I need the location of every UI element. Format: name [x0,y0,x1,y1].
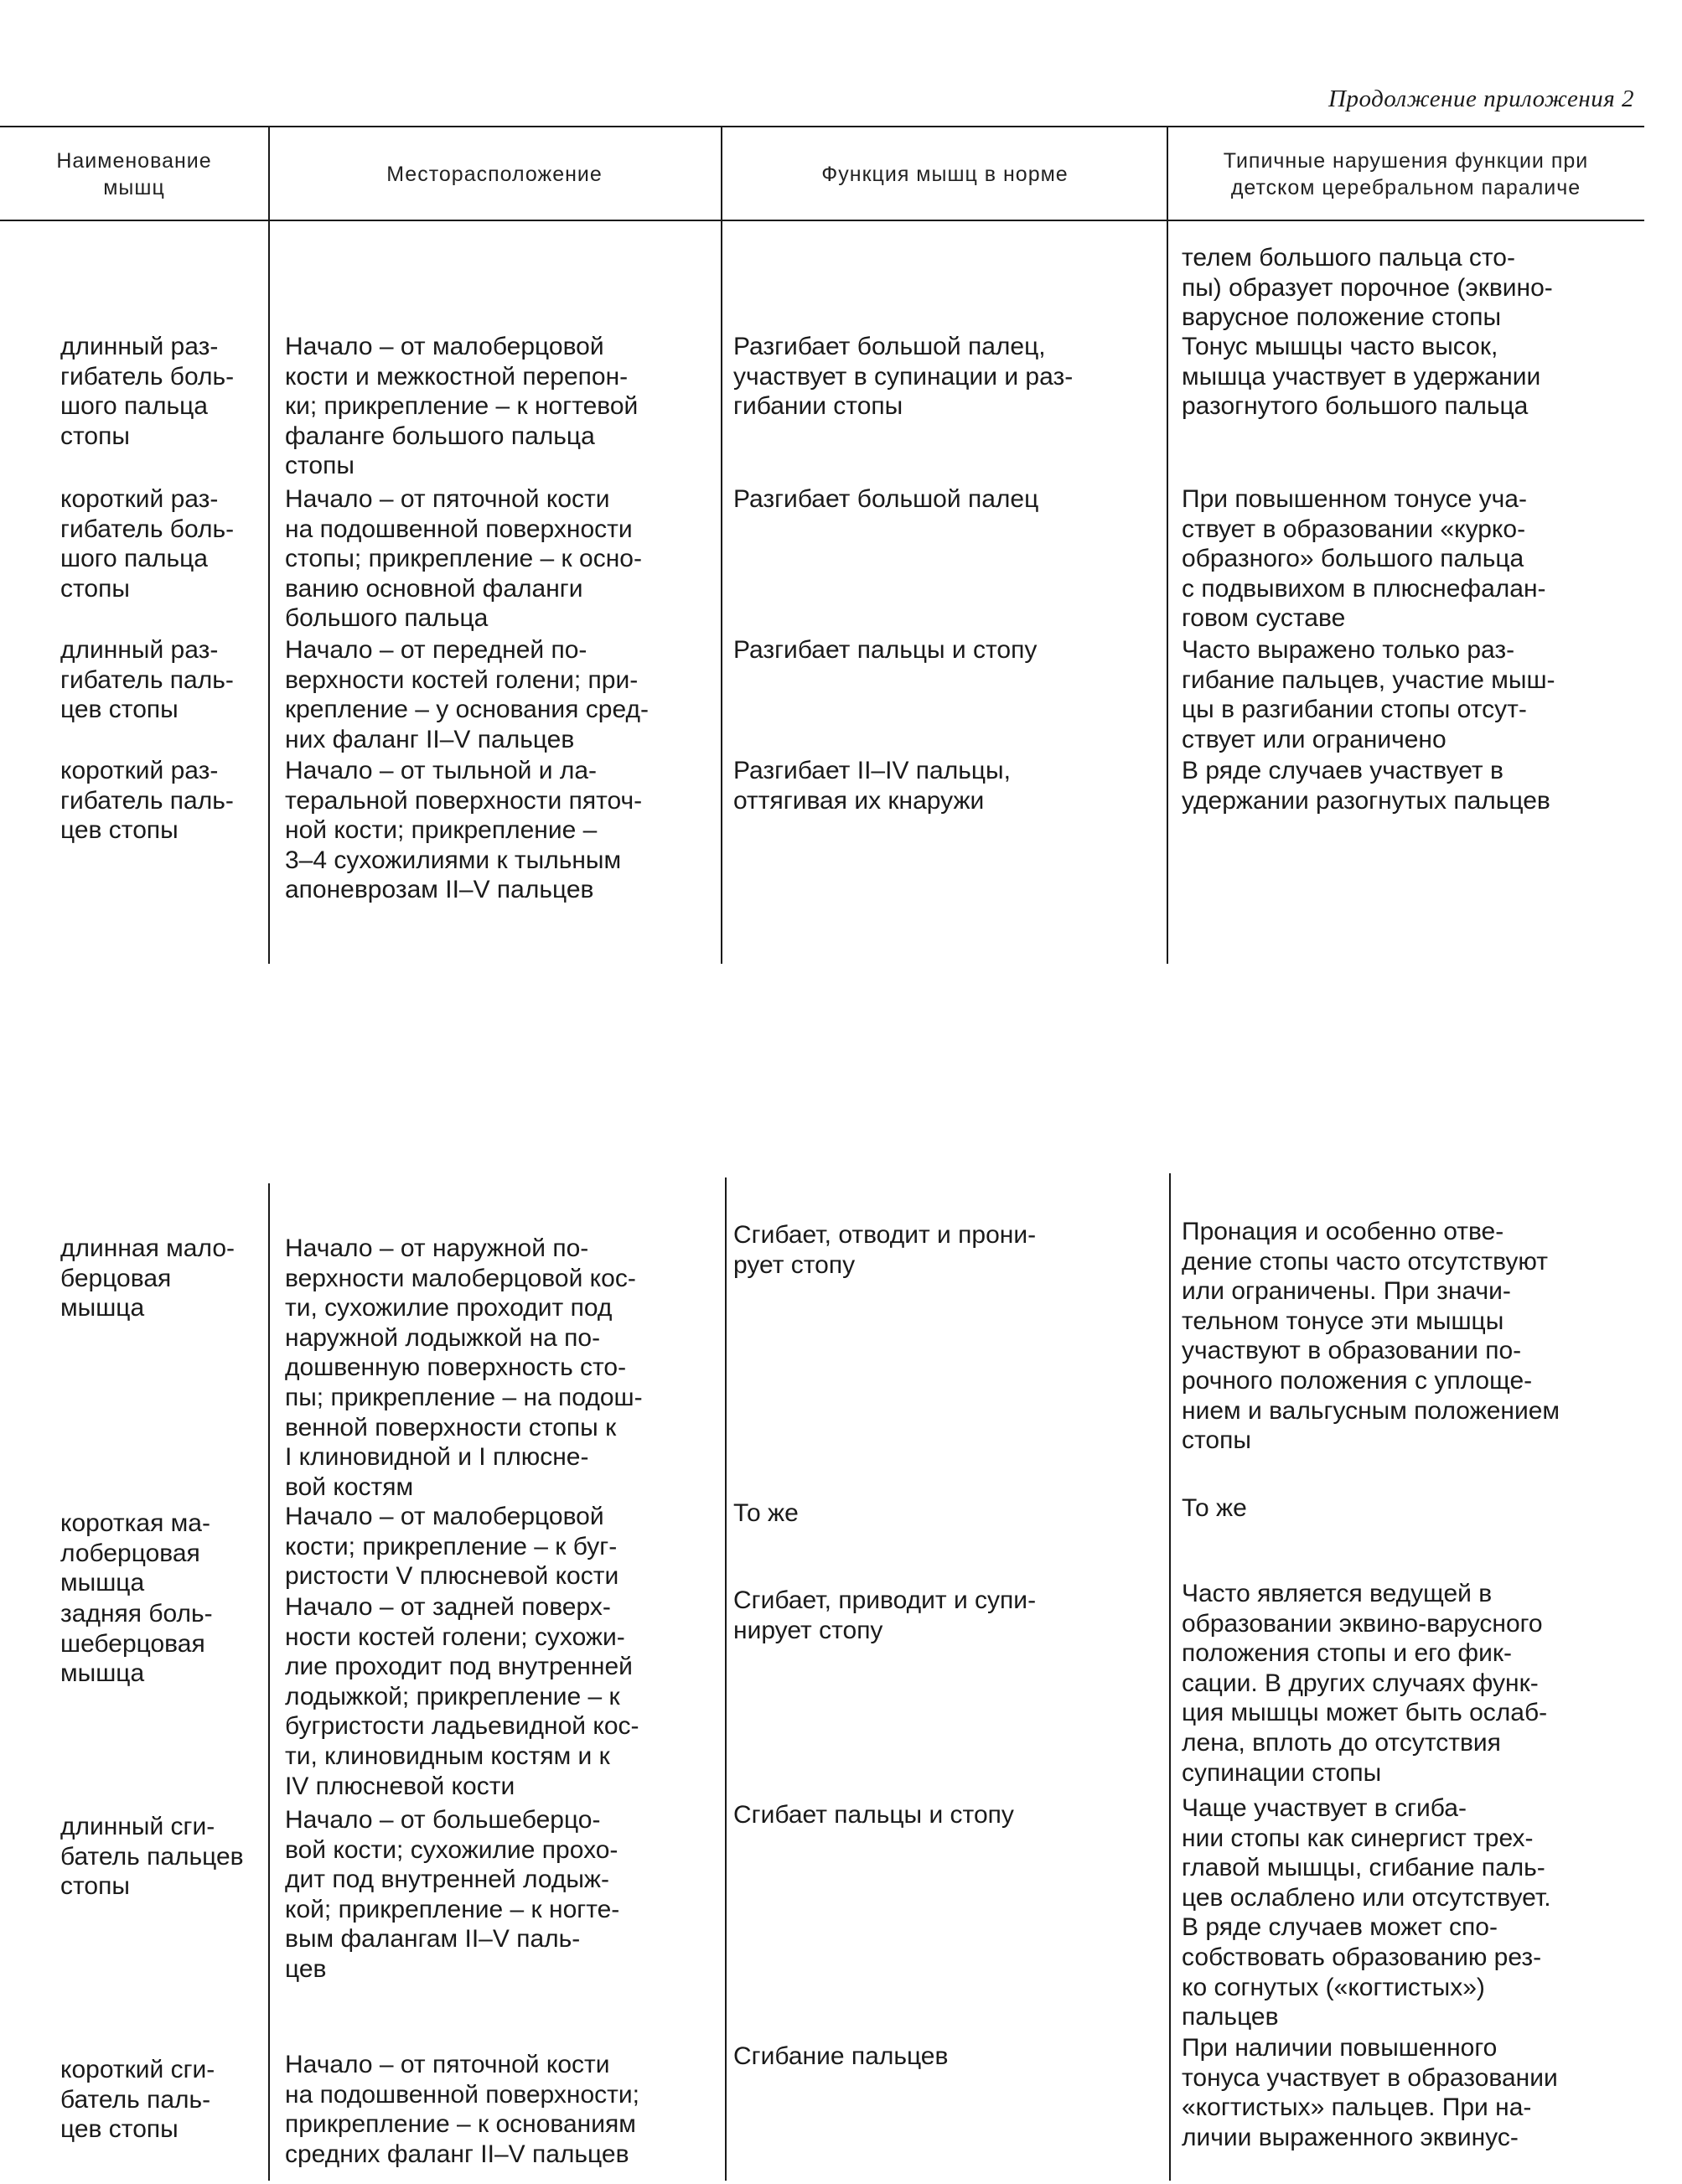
muscle-name: задняя боль- шеберцовая мышца [60,1600,213,1688]
muscle-location: Начало – от малоберцовой кости и межкостной перепон- ки; прикрепление – к ногтевой фаланге большого пальца стопы [285,333,639,480]
muscle-function: То же [733,1499,799,1527]
muscle-function: Сгибает, отводит и прони- рует стопу [733,1221,1037,1279]
muscle-name: короткий раз- гибатель боль- шого пальца стопы [60,485,235,603]
muscle-disorders: Пронация и особенно отве- дение стопы часто отсутствуют или ограничены. При значи- тельном тонусе эти мышцы участвуют в образовании по- рочного положения с уплоще- нием и вальгусным положением стопы [1182,1218,1560,1455]
muscle-disorders: Чаще участвует в сгиба- нии стопы как синергист трех- главой мышцы, сгибание паль- цев ослаблено или отсутствует. В ряде случаев может спо- собствовать образованию рез- ко согнутых («когтистых») пальцев [1182,1794,1551,2031]
muscle-name: длинная мало- берцовая мышца [60,1234,235,1322]
muscle-disorders: Часто выражено только раз- гибание пальцев, участие мыш- цы в разгибании стопы отсут- ствует или ограничено [1182,636,1555,753]
muscle-function: Разгибает пальцы и стопу [733,636,1038,664]
muscle-location: Начало – от тыльной и ла- теральной поверхности пяточ- ной кости; прикрепление – 3–4 сухожилиями к тыльным апоневрозам II–V пальцев [285,757,643,904]
column-rule [1169,1173,1171,2181]
muscle-function: Сгибает, приводит и супи- нирует стопу [733,1586,1037,1644]
muscle-disorders: При наличии повышенного тонуса участвует в образовании «когтистых» пальцев. При на- личии выраженного эквинус- [1182,2034,1558,2151]
header-bottom-rule [0,220,1644,221]
muscle-function: Разгибает II–IV пальцы, оттягивая их кнаружи [733,757,1011,815]
muscle-name: длинный сги- батель пальцев стопы [60,1813,244,1901]
column-rule [725,1177,727,2181]
column-rule [268,126,270,964]
muscle-name: короткая ма- лоберцовая мышца [60,1509,210,1597]
muscle-name: короткий раз- гибатель паль- цев стопы [60,757,234,845]
muscle-function: Разгибает большой палец, участвует в супинации и раз- гибании стопы [733,333,1074,421]
muscle-name: короткий сги- батель паль- цев стопы [60,2056,215,2144]
muscle-location: Начало – от задней поверх- ности костей голени; сухожи- лие проходит под внутренней лодыжкой; прикрепление – к бугристости ладьевидной кос- ти, клиновидным костям и к IV плюсневой кости [285,1593,639,1800]
muscle-name: длинный раз- гибатель боль- шого пальца стопы [60,333,235,450]
table-top-rule [0,126,1644,127]
muscle-disorders: Часто является ведущей в образовании эквино-варусного положения стопы и его фик- сации. В других случаях функ- ция мышцы может быть ослаб- лена, вплоть до отсутствия супинации стопы [1182,1580,1548,1787]
muscle-location: Начало – от большеберцо- вой кости; сухожилие прохо- дит под внутренней лодыж- кой; прикрепление – к ногте- вым фалангам II–V паль- цев [285,1806,620,1983]
muscle-location: Начало – от наружной по- верхности малоберцовой кос- ти, сухожилие проходит под наружной лодыжкой на по- дошвенную поверхность сто- пы; прикрепление – на подош- венной поверхности стопы к I клиновидной и I плюсне- вой костям [285,1234,643,1501]
muscle-disorders: То же [1182,1494,1247,1522]
column-rule [268,1183,270,2181]
header-muscle-name: Наименование мышц [56,149,212,199]
running-head: Продолжение приложения 2 [1328,85,1634,112]
muscle-function: Разгибает большой палец [733,485,1039,513]
muscle-location: Начало – от передней по- верхности костей голени; при- крепление – у основания сред- них фаланг II–V пальцев [285,636,649,753]
column-rule [721,126,722,964]
muscle-location: Начало – от пяточной кости на подошвенной поверхности; прикрепление – к основаниям средних фаланг II–V пальцев [285,2051,639,2168]
column-rule [1167,126,1168,964]
muscle-location: Начало – от пяточной кости на подошвенной поверхности стопы; прикрепление – к осно- ванию основной фаланги большого пальца [285,485,642,633]
muscle-name: длинный раз- гибатель паль- цев стопы [60,636,234,724]
header-location: Месторасположение [386,163,603,186]
muscle-disorders: При повышенном тонусе уча- ствует в образовании «курко- образного» большого пальца с подвывихом в плюснефалан- говом суставе [1182,485,1546,633]
muscle-function: Сгибает пальцы и стопу [733,1801,1014,1829]
header-disorders: Типичные нарушения функции при детском церебральном параличе [1223,149,1589,199]
muscle-disorders: В ряде случаев участвует в удержании разогнутых пальцев [1182,757,1550,815]
muscle-location: Начало – от малоберцовой кости; прикрепление – к буг- ристости V плюсневой кости [285,1503,619,1591]
muscle-function: Сгибание пальцев [733,2042,949,2070]
muscle-disorders: Тонус мышцы часто высок, мышца участвует в удержании разогнутого большого пальца [1182,333,1541,421]
disorders-continuation: телем большого пальца сто- пы) образует порочное (эквино- варусное положение стопы [1182,244,1553,332]
header-function: Функция мышц в норме [821,163,1069,186]
